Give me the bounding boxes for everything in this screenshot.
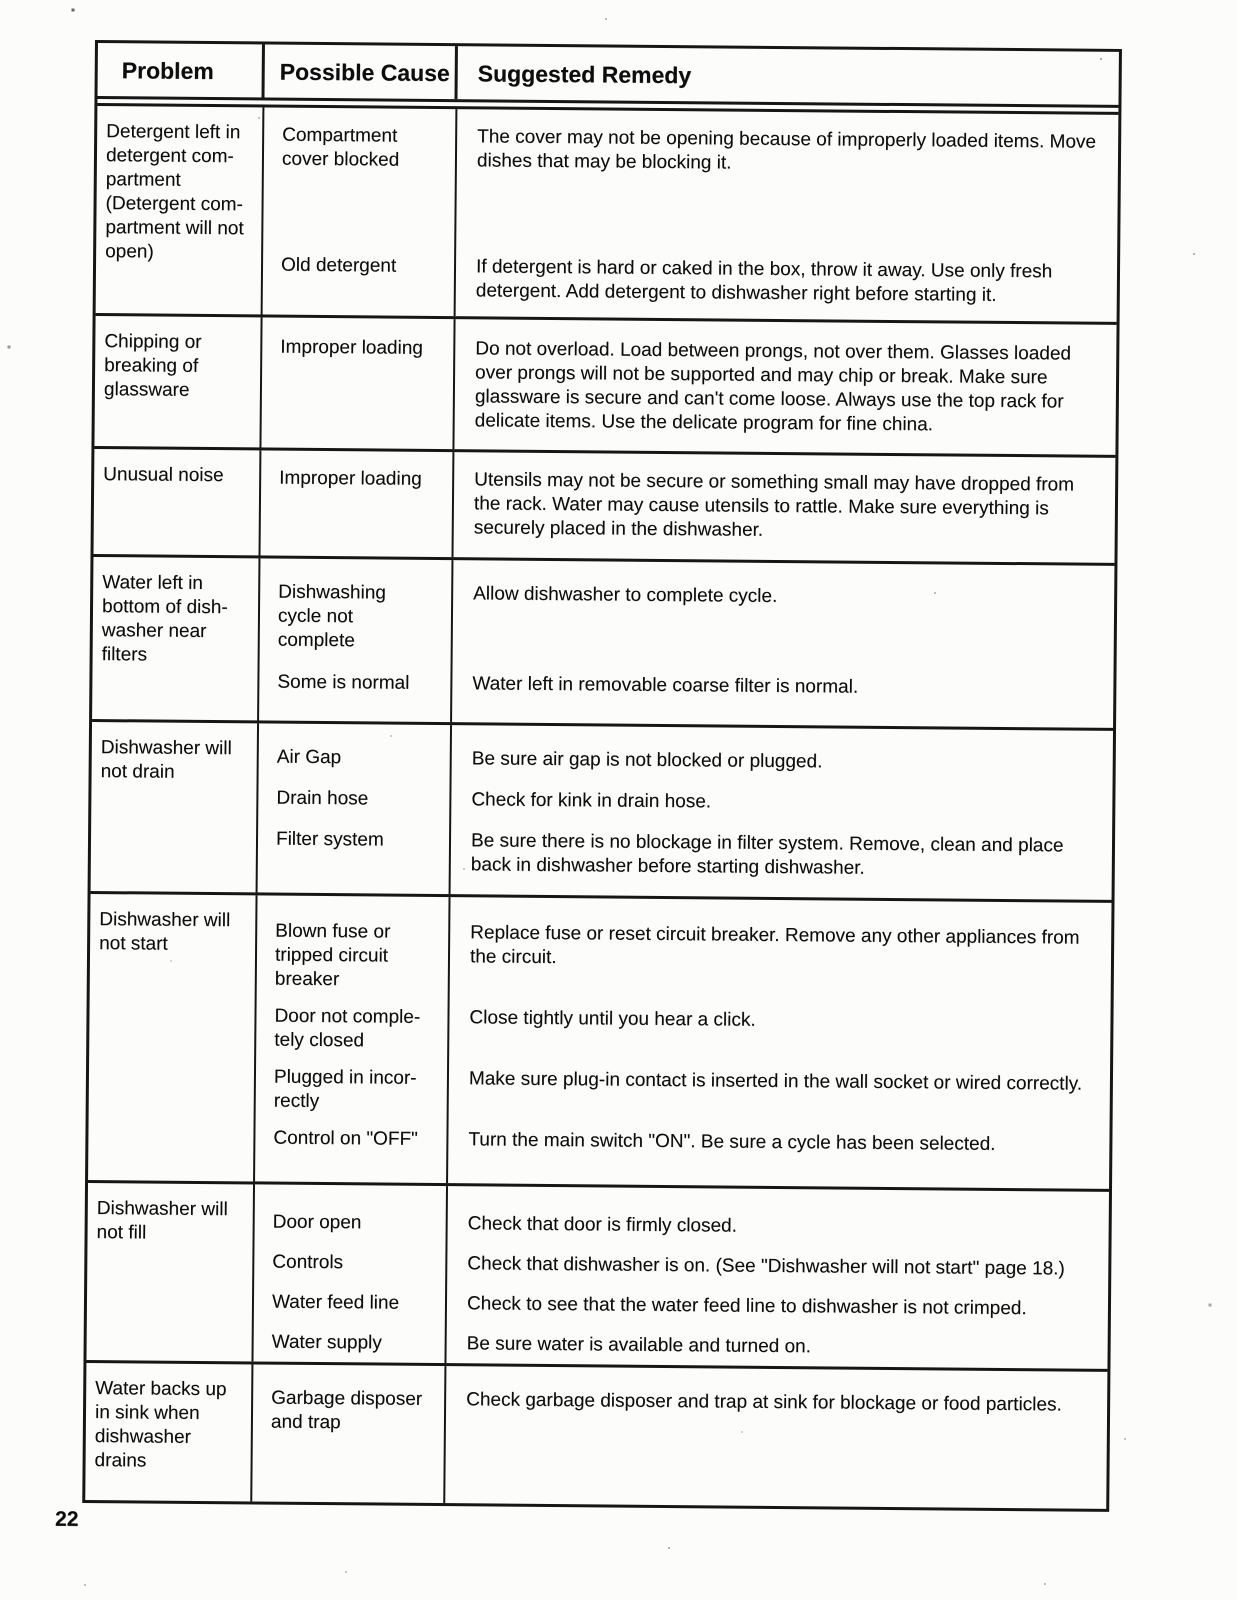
remedy-cell: Water left in removable coarse filter is normal.: [472, 673, 859, 698]
problem-cell: Water left in bottom of dish- washer near filters: [92, 557, 260, 720]
cause-remedy-item: [255, 1126, 1109, 1157]
header-suggested-remedy: Suggested Remedy: [477, 59, 692, 88]
table-header-row: [97, 43, 1119, 115]
problem-cell: Detergent left in detergent com- partment (Detergent com- partment will not open): [96, 106, 265, 314]
remedy-cell: Make sure plug-in contact is inserted in the wall socket or wired correctly.: [468, 1068, 1083, 1095]
cause-remedy-item: [259, 745, 1113, 776]
cause-cell: Improper loading: [280, 336, 424, 359]
remedy-cell: Be sure water is available and turned on.: [466, 1333, 812, 1358]
cause-remedy-group: [263, 107, 1119, 321]
cause-cell: Improper loading: [279, 467, 422, 490]
cause-remedy-item: [254, 1250, 1108, 1281]
table-row: [91, 719, 1113, 900]
problem-cell: Unusual noise: [94, 449, 262, 555]
cause-cell: Garbage disposer and trap: [270, 1387, 423, 1434]
cause-remedy-item: [253, 1386, 1107, 1441]
remedy-cell: Be sure air gap is not blocked or plugged.: [471, 748, 823, 773]
cause-remedy-group: [253, 1184, 1109, 1368]
cause-remedy-group: [252, 1364, 1107, 1508]
cause-remedy-item: [256, 1065, 1110, 1120]
remedy-cell: Check that door is firmly closed.: [467, 1213, 738, 1237]
cause-cell: Air Gap: [276, 746, 342, 769]
remedy-cell: The cover may not be opening because of improperly loaded items. Move dishes that may be blocking it.: [476, 126, 1097, 174]
remedy-cell: Close tightly until you hear a click.: [469, 1007, 756, 1031]
cause-cell: Blown fuse or tripped circuit breaker: [274, 920, 391, 991]
cause-remedy-item: [258, 827, 1112, 882]
cause-remedy-item: [256, 1004, 1110, 1059]
problem-cell: Dishwasher will not drain: [91, 722, 259, 892]
cause-remedy-item: [254, 1290, 1108, 1321]
table-row: [92, 554, 1114, 728]
cause-cell: Some is normal: [277, 671, 410, 694]
cause-remedy-group: [258, 723, 1113, 899]
remedy-cell: Check that dishwasher is on. (See "Dishwasher will not start" page 18.): [467, 1253, 1065, 1280]
cause-remedy-item: [258, 786, 1112, 817]
troubleshooting-table: [82, 40, 1122, 1512]
table-row: [85, 1360, 1107, 1509]
cause-cell: Control on "OFF": [273, 1127, 418, 1150]
table-row: [96, 106, 1119, 322]
table-row: [88, 891, 1111, 1189]
cause-remedy-group: [261, 317, 1116, 454]
cause-cell: Water supply: [271, 1331, 382, 1354]
cause-cell: Door open: [272, 1211, 362, 1234]
cause-cell: Plugged in incor- rectly: [273, 1066, 417, 1112]
cause-cell: Compartment cover blocked: [281, 124, 400, 171]
page-number: 22: [54, 1507, 79, 1531]
problem-cell: Water backs up in sink when dishwasher drains: [85, 1363, 253, 1501]
cause-cell: Door not comple- tely closed: [274, 1005, 421, 1052]
remedy-cell: Check garbage disposer and trap at sink for blockage or food particles.: [466, 1389, 1062, 1416]
table-row: [86, 1180, 1109, 1369]
problem-cell: Chipping or breaking of glassware: [94, 316, 262, 447]
remedy-cell: Turn the main switch "ON". Be sure a cycle has been selected.: [468, 1129, 996, 1155]
remedy-cell: Allow dishwasher to complete cycle.: [473, 583, 778, 607]
table-row: [94, 446, 1116, 563]
remedy-cell: If detergent is hard or caked in the box, throw it away. Use only fresh detergent. Add detergent to dishwasher right before starting it.: [475, 256, 1053, 306]
remedy-cell: Check to see that the water feed line to dishwasher is not crimped.: [466, 1293, 1027, 1320]
cause-remedy-item: [260, 580, 1115, 659]
cause-remedy-item: [262, 335, 1117, 438]
remedy-cell: Replace fuse or reset circuit breaker. Remove any other appliances from the circuit.: [469, 922, 1080, 969]
cause-remedy-item: [259, 670, 1113, 701]
remedy-cell: Do not overload. Load between prongs, not over them. Glasses loaded over prongs will not be supported and may chip or break. Make sure glassware is secure and can't come loose. Always use the top rack for delicate items. Use the delicate program for fine china.: [474, 338, 1072, 436]
remedy-cell: Be sure there is no blockage in filter system. Remove, clean and place back in dishwasher before starting dishwasher.: [470, 830, 1064, 879]
cause-remedy-item: [263, 253, 1117, 308]
table-row: [94, 313, 1116, 455]
cause-remedy-item: [257, 919, 1112, 998]
header-problem: Problem: [98, 43, 265, 97]
header-possible-cause: Possible Cause: [265, 44, 458, 99]
cause-remedy-group: [259, 558, 1114, 727]
cause-remedy-group: [261, 450, 1116, 562]
cause-cell: Drain hose: [276, 787, 369, 810]
problem-cell: Dishwasher will not fill: [86, 1183, 255, 1361]
cause-remedy-item: [261, 466, 1116, 545]
cause-cell: Controls: [272, 1251, 344, 1274]
cause-remedy-item: [255, 1210, 1109, 1241]
cause-cell: Water feed line: [271, 1291, 400, 1314]
cause-remedy-item: [264, 123, 1118, 178]
cause-cell: Old detergent: [280, 254, 397, 277]
remedy-cell: Utensils may not be secure or something small may have dropped from the rack. Water may cause utensils to rattle. Make sure everything is securely placed in the dishwasher.: [473, 469, 1075, 541]
cause-remedy-group: [255, 895, 1111, 1188]
remedy-cell: Check for kink in drain hose.: [471, 789, 712, 813]
problem-cell: Dishwasher will not start: [88, 894, 257, 1181]
cause-cell: Dishwashing cycle not complete: [277, 581, 387, 652]
cause-cell: Filter system: [275, 828, 384, 851]
cause-remedy-item: [254, 1330, 1108, 1361]
